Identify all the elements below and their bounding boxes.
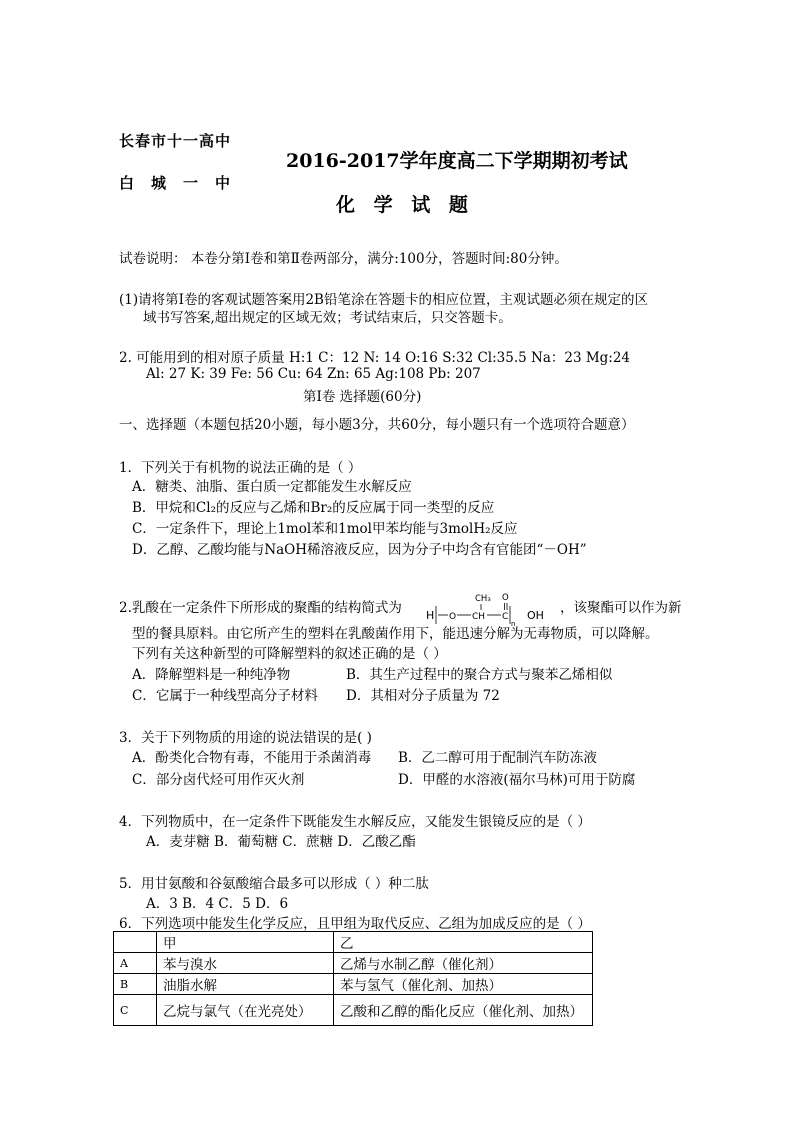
q6-table (113, 931, 593, 1026)
note-1-line-1: (1)请将第Ⅰ卷的客观试题答案用2B铅笔涂在答题卡的相应位置，主观试题必须在规定的区 (119, 292, 648, 308)
q4-stem: 4．下列物质中，在一定条件下既能发生水解反应，又能发生银镜反应的是（ ） (119, 814, 591, 830)
formula-h: H (426, 609, 435, 622)
formula-o-chain: O (449, 612, 457, 622)
formula-ch: CH (472, 612, 486, 622)
table-header-jia: 甲 (157, 932, 334, 953)
formula-ch3: CH₃ (475, 594, 491, 604)
q1-option-b: B．甲烷和Cl₂的反应与乙烯和Br₂的反应属于同一类型的反应 (132, 500, 495, 516)
q5-options: A．3 B．4 C．5 D．6 (146, 896, 289, 912)
q5-stem: 5．用甘氨酸和谷氨酸缩合最多可以形成（ ）种二肽 (119, 876, 429, 892)
formula-o-top: O (502, 593, 509, 603)
q2-option-b: B．其生产过程中的聚合方式与聚苯乙烯相似 (346, 667, 613, 683)
table-row (114, 974, 593, 995)
table-header-row (114, 932, 593, 953)
formula-oh: OH (527, 609, 544, 622)
note-2-line-1: 2. 可能用到的相对原子质量 H:1 C：12 N: 14 O:16 S:32 Cl:35.5 Na：23 Mg:24 (119, 350, 631, 366)
q3-stem: 3．关于下列物质的用途的说法错误的是( ) (119, 730, 372, 746)
q2-line-2: 型的餐具原料。由它所产生的塑料在乳酸菌作用下，能迅速分解为无毒物质，可以降解。 (132, 626, 659, 642)
q3-option-b: B．乙二醇可用于配制汽车防冻液 (398, 750, 597, 766)
q3-option-d: D．甲醛的水溶液(福尔马林)可用于防腐 (398, 772, 636, 788)
table-cell: B (114, 974, 157, 995)
note-2-line-2: Al: 27 K: 39 Fe: 56 Cu: 64 Zn: 65 Ag:108 Pb: 207 (146, 366, 481, 382)
table-cell: 乙烯与水制乙醇（催化剂） (334, 953, 593, 974)
q2-option-c: C．它属于一种线型高分子材料 (132, 688, 318, 704)
table-row (114, 953, 593, 974)
q2-stem-post: ，该聚酯可以作为新 (560, 600, 682, 616)
table-cell: 乙酸和乙醇的酯化反应（催化剂、加热） (334, 995, 593, 1026)
school-name-2: 白 城 一 中 (119, 174, 232, 192)
q1-stem: 1．下列关于有机物的说法正确的是（ ） (119, 460, 362, 476)
part-1-title: 第Ⅰ卷 选择题(60分) (303, 389, 422, 405)
table-cell: 苯与氢气（催化剂、加热） (334, 974, 593, 995)
table-row (114, 995, 593, 1026)
q3-option-a: A．酚类化合物有毒，不能用于杀菌消毒 (132, 750, 372, 766)
q1-option-c: C．一定条件下，理论上1mol苯和1mol甲苯均能与3molH₂反应 (132, 521, 518, 537)
q2-line-3: 下列有关这种新型的可降解塑料的叙述正确的是（ ） (132, 646, 447, 662)
table-cell: A (114, 953, 157, 974)
table-cell (114, 932, 157, 953)
table-cell: 乙烷与氯气（在光亮处） (157, 995, 334, 1026)
exam-title: 2016-2017学年度高二下学期期初考试 (286, 150, 628, 172)
table-cell: 苯与溴水 (157, 953, 334, 974)
exam-subtitle: 化 学 试 题 (336, 194, 474, 216)
table-cell: 油脂水解 (157, 974, 334, 995)
q1-option-d: D．乙醇、乙酸均能与NaOH稀溶液反应，因为分子中均含有官能团“－OH” (132, 542, 587, 558)
q2-option-d: D．其相对分子质量为 72 (346, 688, 500, 704)
section-1-title: 一、选择题（本题包括20小题，每小题3分，共60分，每小题只有一个选项符合题意） (119, 417, 635, 433)
q2-stem-pre: 2.乳酸在一定条件下所形成的聚酯的结构简式为 (119, 600, 402, 616)
school-name-1: 长春市十一高中 (119, 132, 232, 150)
q4-options: A．麦芽糖 B．葡萄糖 C．蔗糖 D．乙酸乙酯 (146, 834, 416, 850)
q2-option-a: A．降解塑料是一种纯净物 (132, 667, 291, 683)
table-header-yi: 乙 (334, 932, 593, 953)
q1-option-a: A．糖类、油脂、蛋白质一定都能发生水解反应 (132, 479, 412, 495)
exam-description: 试卷说明： 本卷分第Ⅰ卷和第Ⅱ卷两部分，满分:100分，答题时间:80分钟。 (119, 251, 568, 267)
table-cell: C (114, 995, 157, 1026)
formula-c: C (502, 612, 509, 622)
q3-option-c: C．部分卤代烃可用作灭火剂 (132, 772, 305, 788)
q6-stem: 6．下列选项中能发生化学反应，且甲组为取代反应、乙组为加成反应的是（ ） (119, 916, 591, 932)
note-1-line-2: 域书写答案,超出规定的区域无效；考试结束后，只交答题卡。 (143, 310, 512, 326)
formula-n: n (511, 620, 516, 628)
